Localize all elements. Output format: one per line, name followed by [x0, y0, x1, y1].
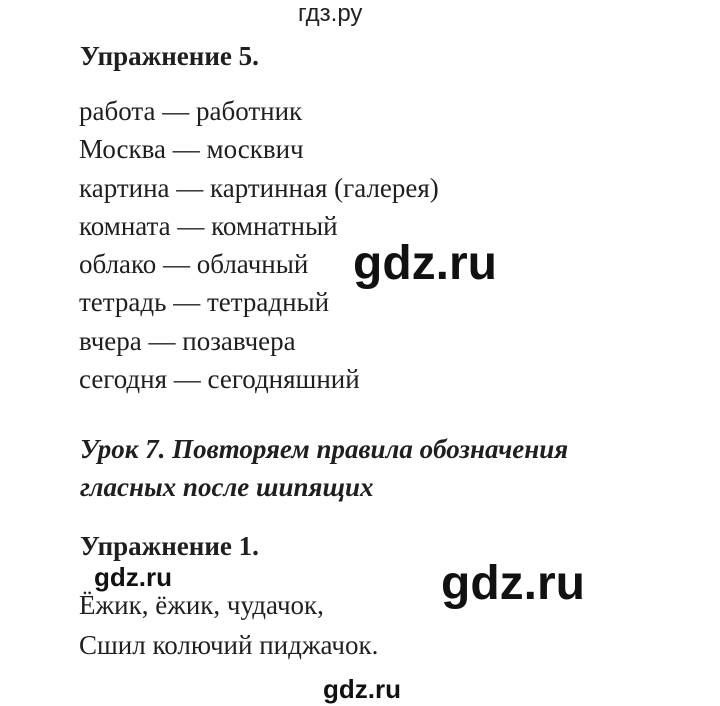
list-item: Москва — москвич — [79, 134, 304, 165]
lesson-title-line-1: Урок 7. Повторяем правила обозначения — [80, 434, 569, 464]
list-item: комната — комнатный — [79, 210, 338, 241]
watermark-bottom: gdz.ru — [323, 674, 401, 704]
list-item: облако — облачный — [79, 249, 309, 280]
watermark-middle: gdz.ru — [353, 237, 497, 290]
list-item: сегодня — сегодняшний — [79, 364, 360, 395]
lesson-title — [80, 430, 568, 506]
watermark-big: gdz.ru — [441, 557, 585, 610]
list-item: вчера — позавчера — [79, 325, 296, 356]
poem-line: Сшил колючий пиджачок. — [79, 630, 379, 660]
list-item: работа — работник — [79, 96, 303, 126]
lesson-title-line-2: гласных после шипящих — [80, 472, 374, 502]
watermark-top: гдз.ру — [298, 0, 363, 27]
watermark-small: gdz.ru — [94, 562, 172, 592]
poem-line: Ёжик, ёжик, чудачок, — [79, 590, 324, 620]
list-item: картина — картинная (галерея) — [79, 172, 439, 203]
exercise-1-title: Упражнение 1. — [80, 531, 259, 561]
exercise-5-title: Упражнение 5. — [80, 41, 259, 71]
list-item: тетрадь — тетрадный — [79, 287, 330, 318]
exercise-1-poem — [79, 585, 378, 665]
